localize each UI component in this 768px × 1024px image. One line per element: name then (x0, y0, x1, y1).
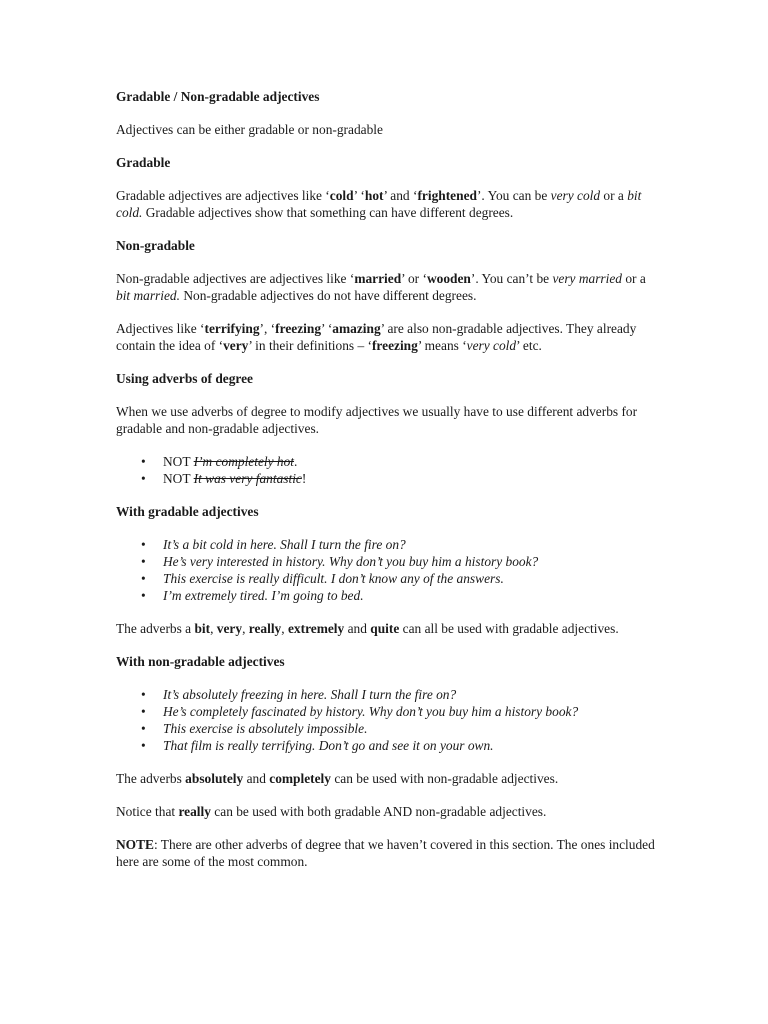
list-item (163, 536, 661, 553)
italic-phrase: very cold (550, 188, 601, 203)
example-sentence: I’m extremely tired. I’m going to bed. (163, 588, 364, 603)
text-run: ! (301, 471, 307, 486)
list-item (163, 570, 661, 587)
text-run: Non-gradable adjectives do not have different degrees. (179, 288, 477, 303)
notice-paragraph (116, 803, 661, 820)
list-item (163, 587, 661, 604)
heading-non-gradable: Non-gradable (116, 238, 195, 253)
document-title: Gradable / Non-gradable adjectives (116, 89, 320, 104)
text-run: ’ etc. (516, 338, 542, 353)
note-paragraph (116, 836, 661, 870)
bold-word: frightened (417, 188, 477, 203)
list-item (163, 553, 661, 570)
incorrect-examples-list (116, 453, 661, 487)
text-run: ’ means ‘ (417, 338, 467, 353)
note-label: NOTE (116, 837, 154, 852)
text-run: ’ in their definitions – ‘ (248, 338, 372, 353)
list-item (163, 686, 661, 703)
text-run: Gradable adjectives show that something can have different degrees. (142, 205, 514, 220)
not-label: NOT (163, 471, 194, 486)
text-run: Non-gradable adjectives are adjectives like ‘ (116, 271, 355, 286)
example-sentence: This exercise is really difficult. I don’t know any of the answers. (163, 571, 504, 586)
heading-with-gradable: With gradable adjectives (116, 504, 259, 519)
text-run: The adverbs a (116, 621, 195, 636)
non-gradable-examples-list (116, 686, 661, 754)
bold-word: married (354, 271, 402, 286)
bold-word: wooden (426, 271, 471, 286)
text-run: Adjectives like ‘ (116, 321, 205, 336)
gradable-adverbs-paragraph (116, 620, 661, 637)
example-sentence: That film is really terrifying. Don’t go and see it on your own. (163, 738, 494, 753)
bold-word: hot (364, 188, 384, 203)
list-item (163, 470, 661, 487)
italic-phrase: very married (552, 271, 622, 286)
list-item (163, 703, 661, 720)
bold-word: freezing (371, 338, 418, 353)
bold-word: very (216, 621, 243, 636)
text-run: or a (600, 188, 628, 203)
bold-word: quite (370, 621, 400, 636)
list-item (163, 453, 661, 470)
example-sentence: This exercise is absolutely impossible. (163, 721, 368, 736)
text-run: can be used with both gradable AND non-gradable adjectives. (210, 804, 547, 819)
struck-example: It was very fantastic (193, 471, 302, 486)
text-run: can all be used with gradable adjectives. (399, 621, 619, 636)
bold-word: amazing (332, 321, 381, 336)
intro-paragraph: Adjectives can be either gradable or non-gradable (116, 122, 383, 137)
list-item (163, 720, 661, 737)
bold-word: really (178, 804, 211, 819)
bold-word: really (248, 621, 282, 636)
text-run: , (210, 621, 217, 636)
text-run: can be used with non-gradable adjectives. (330, 771, 559, 786)
text-run: ’ and ‘ (383, 188, 418, 203)
example-sentence: He’s completely fascinated by history. Why don’t you buy him a history book? (163, 704, 579, 719)
text-run: . (294, 454, 298, 469)
text-run: ’ are also non-gradable adjectives. They already contain the idea of ‘ (116, 321, 637, 353)
text-run: Notice that (116, 804, 179, 819)
bold-word: freezing (275, 321, 322, 336)
text-run: , (242, 621, 249, 636)
heading-adverbs-of-degree: Using adverbs of degree (116, 371, 253, 386)
struck-example: I’m completely hot (193, 454, 295, 469)
bold-word: completely (269, 771, 331, 786)
text-run: or a (621, 271, 646, 286)
non-gradable-adverbs-paragraph (116, 770, 661, 787)
adverbs-paragraph: When we use adverbs of degree to modify adjectives we usually have to use different adverbs for gradable and non-gradable adjectives. (116, 404, 638, 436)
example-sentence: It’s a bit cold in here. Shall I turn the fire on? (163, 537, 406, 552)
text-run: ’ ‘ (353, 188, 365, 203)
non-gradable-paragraph (116, 270, 661, 304)
note-text: : There are other adverbs of degree that we haven’t covered in this section. The ones included here are some of the most common. (116, 837, 655, 869)
italic-phrase: bit cold. (116, 188, 642, 220)
gradable-examples-list (116, 536, 661, 604)
text-run: and (344, 621, 371, 636)
text-run: ’, ‘ (259, 321, 276, 336)
text-run: ’ ‘ (321, 321, 333, 336)
extreme-adjectives-paragraph (116, 320, 661, 354)
bold-word: absolutely (185, 771, 244, 786)
text-run: , (281, 621, 288, 636)
text-run: ’. You can’t be (470, 271, 553, 286)
not-label: NOT (163, 454, 194, 469)
bold-word: very (223, 338, 249, 353)
example-sentence: It’s absolutely freezing in here. Shall I turn the fire on? (163, 687, 457, 702)
text-run: and (243, 771, 270, 786)
italic-phrase: very cold (466, 338, 517, 353)
example-sentence: He’s very interested in history. Why don’t you buy him a history book? (163, 554, 539, 569)
gradable-paragraph (116, 187, 661, 221)
bold-word: terrifying (204, 321, 260, 336)
bold-word: cold (329, 188, 354, 203)
list-item (163, 737, 661, 754)
heading-with-non-gradable: With non-gradable adjectives (116, 654, 285, 669)
text-run: ’. You can be (476, 188, 551, 203)
bold-word: bit (194, 621, 211, 636)
text-run: Gradable adjectives are adjectives like ‘ (116, 188, 330, 203)
text-run: The adverbs (116, 771, 186, 786)
heading-gradable: Gradable (116, 155, 171, 170)
italic-phrase: bit married. (116, 288, 180, 303)
document-page (116, 88, 661, 886)
text-run: ’ or ‘ (401, 271, 427, 286)
bold-word: extremely (287, 621, 345, 636)
